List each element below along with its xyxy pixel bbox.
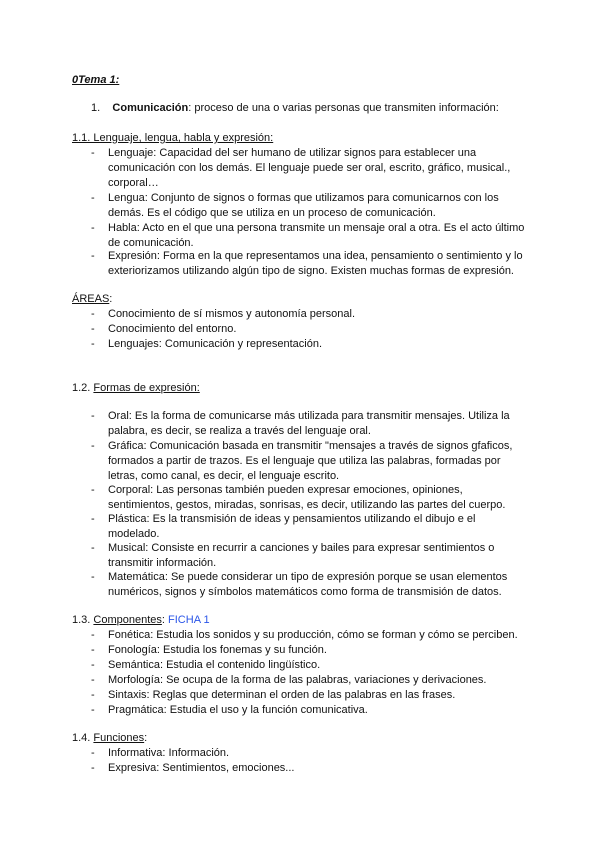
list-item: Expresiva: Sentimientos, emociones... xyxy=(108,762,295,774)
bullet: - xyxy=(91,704,95,716)
list-item: Lenguaje: Capacidad del ser humano de utilizar signos para establecer una comunicación con los demás. El lenguaje puede ser oral, escrito, gráfico, musical., corporal… xyxy=(108,147,511,189)
list-item: Expresión: Forma en la que representamos una idea, pensamiento o sentimiento y lo exteriorizamos utilizando algún tipo de signo. Existen muchas formas de expresión. xyxy=(108,250,523,277)
section-1-3-heading: 1.3. Componentes: FICHA 1 xyxy=(72,614,210,626)
list-item: Habla: Acto en el que una persona transmite un mensaje oral a otra. Es el acto último de comunicación. xyxy=(108,222,525,249)
point-1 xyxy=(91,101,499,116)
bullet: - xyxy=(91,659,95,671)
areas-heading: ÁREAS: xyxy=(72,293,113,305)
bullet: - xyxy=(91,762,95,774)
bullet: - xyxy=(91,147,95,159)
ficha-link[interactable]: FICHA 1 xyxy=(168,614,210,626)
point-1-term: Comunicación xyxy=(112,102,189,114)
bullet: - xyxy=(91,571,95,583)
list-item: Sintaxis: Reglas que determinan el orden de las palabras en las frases. xyxy=(108,689,456,701)
bullet: - xyxy=(91,644,95,656)
list-item: Lenguajes: Comunicación y representación. xyxy=(108,338,323,350)
list-item: Semántica: Estudia el contenido lingüístico. xyxy=(108,659,321,671)
section-1-4-heading: 1.4. Funciones: xyxy=(72,732,148,744)
bullet: - xyxy=(91,338,95,350)
list-item: Gráfica: Comunicación basada en transmitir "mensajes a través de signos gfaficos, formados a partir de trazos. Es el lenguaje que utiliza las palabras, formadas por letras, como canal, es decir, el lenguaje escrito. xyxy=(108,440,513,482)
bullet: - xyxy=(91,250,95,262)
list-item: Matemática: Se puede considerar un tipo de expresión porque se usan elementos numéricos, signos y símbolos matemáticos como forma de transmisión de datos. xyxy=(108,571,508,598)
point-1-definition: : proceso de una o varias personas que transmiten información: xyxy=(188,102,499,114)
bullet: - xyxy=(91,222,95,234)
bullet: - xyxy=(91,323,95,335)
list-item: Morfología: Se ocupa de la forma de las palabras, variaciones y derivaciones. xyxy=(108,674,487,686)
bullet: - xyxy=(91,192,95,204)
list-item: Musical: Consiste en recurrir a canciones y bailes para expresar sentimientos o transmitir información. xyxy=(108,542,495,569)
list-item: Conocimiento de sí mismos y autonomía personal. xyxy=(108,308,356,320)
list-item: Lengua: Conjunto de signos o formas que utilizamos para comunicarnos con los demás. Es el código que se utiliza en un proceso de comunicación. xyxy=(108,192,499,219)
bullet: - xyxy=(91,308,95,320)
section-1-2-heading: 1.2. Formas de expresión: xyxy=(72,382,200,394)
bullet: - xyxy=(91,689,95,701)
bullet: - xyxy=(91,410,95,422)
page-title: 0Tema 1: xyxy=(72,74,120,86)
bullet: - xyxy=(91,542,95,554)
bullet: - xyxy=(91,440,95,452)
list-item: Corporal: Las personas también pueden expresar emociones, opiniones, sentimientos, gestos, miradas, sonrisas, es decir, utilizando las partes del cuerpo. xyxy=(108,484,506,511)
list-item: Pragmática: Estudia el uso y la función comunicativa. xyxy=(108,704,368,716)
section-1-1-heading: 1.1. Lenguaje, lengua, habla y expresión: xyxy=(72,132,274,144)
bullet: - xyxy=(91,513,95,525)
list-item: Oral: Es la forma de comunicarse más utilizada para transmitir mensajes. Utiliza la palabra, es decir, se realiza a través del lenguaje oral. xyxy=(108,410,510,437)
bullet: - xyxy=(91,629,95,641)
bullet: - xyxy=(91,747,95,759)
list-item: Plástica: Es la transmisión de ideas y pensamientos utilizando el dibujo e el modelado. xyxy=(108,513,476,540)
point-1-number: 1. xyxy=(91,102,101,114)
list-item: Conocimiento del entorno. xyxy=(108,323,237,335)
bullet: - xyxy=(91,484,95,496)
list-item: Fonología: Estudia los fonemas y su función. xyxy=(108,644,327,656)
list-item: Informativa: Información. xyxy=(108,747,230,759)
list-item: Fonética: Estudia los sonidos y su producción, cómo se forman y cómo se perciben. xyxy=(108,629,518,641)
bullet: - xyxy=(91,674,95,686)
